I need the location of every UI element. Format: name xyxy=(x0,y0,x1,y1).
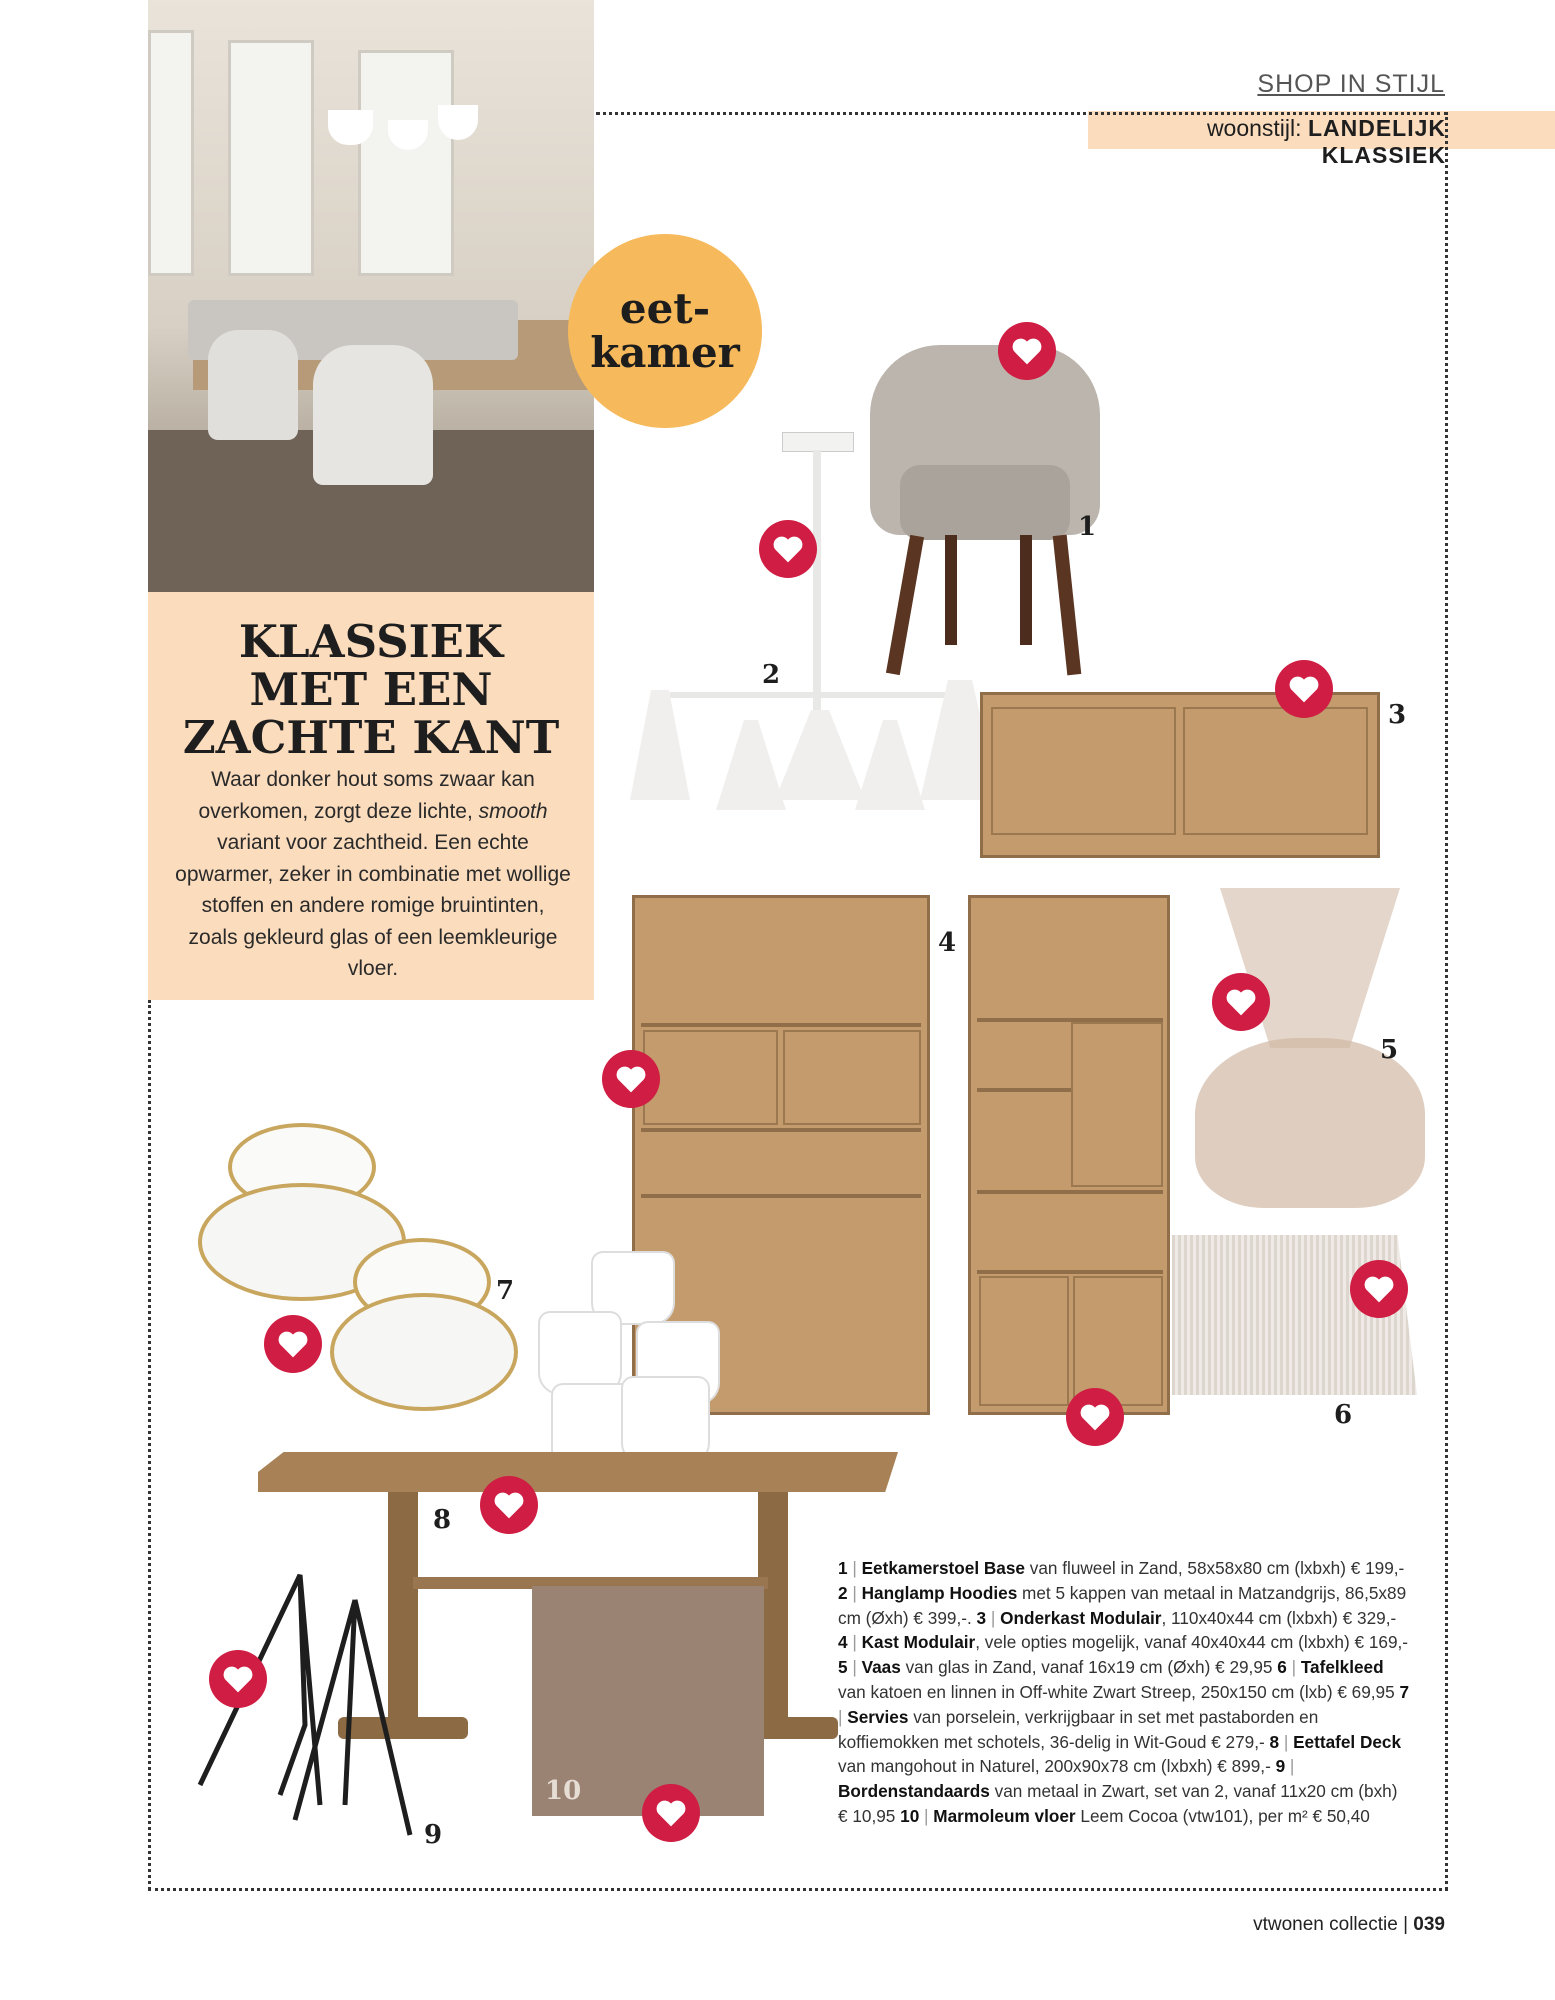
headline xyxy=(148,615,594,764)
heart-icon xyxy=(655,1798,687,1828)
favorite-button-sideboard[interactable] xyxy=(1275,660,1333,718)
number-8: 8 xyxy=(433,1505,452,1535)
entry-number: 2 xyxy=(838,1582,848,1603)
entry-desc: met 5 kappen van metaal in Matzandgrijs, 86,5x89 cm (Øxh) € 399,-. xyxy=(838,1582,1407,1628)
entry-desc: Leem Cocoa (vtw101), per m² € 50,40 xyxy=(1080,1805,1370,1826)
product-entry: 3 | Onderkast Modulair, 110x40x44 cm (lxbxh) € 329,- xyxy=(976,1607,1397,1628)
heart-icon xyxy=(1363,1274,1395,1304)
shop-in-stijl-link[interactable]: SHOP IN STIJL xyxy=(1257,70,1445,98)
room-badge xyxy=(568,234,762,428)
favorite-button-lamp[interactable] xyxy=(759,520,817,578)
heart-icon xyxy=(1011,336,1043,366)
dining-room-photo xyxy=(148,0,594,592)
favorite-button-tablecloth[interactable] xyxy=(1350,1260,1408,1318)
frame-right xyxy=(1445,112,1448,1890)
style-name: LANDELIJK KLASSIEK xyxy=(1307,115,1446,168)
product-sideboard[interactable] xyxy=(980,692,1380,858)
page-footer xyxy=(1180,1914,1445,1936)
number-3: 3 xyxy=(1388,700,1407,730)
entry-name: Bordenstandaards xyxy=(838,1781,990,1802)
entry-number: 1 xyxy=(838,1558,848,1578)
product-entry: 9 | Bordenstandaards van metaal in Zwart, set van 2, vanaf 11x20 cm (bxh) € 10,95 xyxy=(838,1756,1398,1826)
favorite-button-chair[interactable] xyxy=(998,322,1056,380)
frame-top xyxy=(596,112,1448,115)
heart-icon xyxy=(1288,674,1320,704)
footer-separator: | xyxy=(1403,1914,1409,1935)
entry-desc: van glas in Zand, vanaf 16x19 cm (Øxh) € 29,95 xyxy=(905,1657,1273,1678)
favorite-button-floor[interactable] xyxy=(642,1784,700,1842)
favorite-button-tableware[interactable] xyxy=(264,1315,322,1373)
heart-icon xyxy=(1225,987,1257,1017)
heart-icon xyxy=(277,1329,309,1359)
entry-name: Hanglamp Hoodies xyxy=(861,1582,1018,1603)
badge-line-1: eet- xyxy=(619,284,711,333)
product-entry: 7 | Servies van porselein, verkrijgbaar in set met pastaborden en koffiemokken met schotels, 36-delig in Wit-Goud € 279,- xyxy=(838,1681,1410,1752)
number-4: 4 xyxy=(938,928,957,958)
favorite-button-cabinet-left[interactable] xyxy=(602,1050,660,1108)
headline-line-3: ZACHTE KANT xyxy=(182,711,560,764)
product-entry: 10 | Marmoleum vloer Leem Cocoa (vtw101), per m² € 50,40 xyxy=(900,1805,1370,1826)
intro-text-emphasis: smooth xyxy=(478,799,548,823)
entry-desc: , 110x40x44 cm (lxbxh) € 329,- xyxy=(1161,1607,1397,1628)
number-5: 5 xyxy=(1380,1035,1399,1065)
product-entry: 8 | Eettafel Deck van mangohout in Naturel, 200x90x78 cm (lxbxh) € 899,- xyxy=(838,1731,1402,1777)
intro-text xyxy=(175,764,571,985)
product-entry: 1 | Eetkamerstoel Base van fluweel in Zand, 58x58x80 cm (lxbxh) € 199,- xyxy=(838,1558,1405,1578)
headline-line-2: MET EEN xyxy=(249,663,493,716)
product-tableware[interactable] xyxy=(198,1123,743,1473)
entry-desc: van porselein, verkrijgbaar in set met pastaborden en koffiemokken met schotels, 36-delig in Wit-Goud € 279,- xyxy=(838,1706,1319,1752)
frame-bottom xyxy=(148,1888,1448,1891)
entry-desc: van fluweel in Zand, 58x58x80 cm (lxbxh) € 199,- xyxy=(1029,1558,1405,1578)
entry-desc: , vele opties mogelijk, vanaf 40x40x44 cm (lxbxh) € 169,- xyxy=(975,1632,1409,1653)
number-1: 1 xyxy=(1078,512,1097,542)
entry-name: Eetkamerstoel Base xyxy=(861,1558,1025,1578)
entry-desc: van katoen en linnen in Off-white Zwart Streep, 250x150 cm (lxb) € 69,95 xyxy=(838,1681,1395,1702)
style-prefix: woonstijl: xyxy=(1206,115,1302,141)
heart-icon xyxy=(615,1064,647,1094)
product-entry: 5 | Vaas van glas in Zand, vanaf 16x19 cm (Øxh) € 29,95 xyxy=(838,1657,1273,1678)
product-entry: 4 | Kast Modulair, vele opties mogelijk, vanaf 40x40x44 cm (lxbxh) € 169,- xyxy=(838,1632,1409,1653)
entry-number: 3 xyxy=(976,1607,987,1628)
entry-number: 5 xyxy=(838,1657,848,1678)
entry-name: Servies xyxy=(847,1706,909,1727)
entry-number: 9 xyxy=(1275,1756,1286,1777)
number-10: 10 xyxy=(545,1776,582,1806)
entry-name: Eettafel Deck xyxy=(1293,1731,1402,1752)
favorite-button-plate-stands[interactable] xyxy=(209,1650,267,1708)
heart-icon xyxy=(222,1664,254,1694)
product-plate-stands[interactable] xyxy=(195,1565,465,1855)
product-list xyxy=(838,1556,1410,1829)
product-lamp[interactable] xyxy=(630,420,1010,820)
entry-desc: van metaal in Zwart, set van 2, vanaf 11x20 cm (bxh) € 10,95 xyxy=(838,1781,1398,1826)
entry-name: Onderkast Modulair xyxy=(1000,1607,1162,1628)
number-9: 9 xyxy=(424,1820,443,1850)
badge-line-2: kamer xyxy=(590,328,740,377)
heart-icon xyxy=(493,1490,525,1520)
heart-icon xyxy=(772,534,804,564)
headline-line-1: KLASSIEK xyxy=(238,615,504,668)
entry-name: Kast Modulair xyxy=(861,1632,976,1653)
entry-name: Marmoleum vloer xyxy=(933,1805,1076,1826)
footer-brand: vtwonen collectie xyxy=(1253,1914,1398,1935)
favorite-button-table[interactable] xyxy=(480,1476,538,1534)
entry-number: 8 xyxy=(1269,1731,1280,1752)
number-7: 7 xyxy=(496,1276,515,1306)
heart-icon xyxy=(1079,1402,1111,1432)
number-2: 2 xyxy=(762,660,781,690)
product-entry: 2 | Hanglamp Hoodies met 5 kappen van metaal in Matzandgrijs, 86,5x89 cm (Øxh) € 399,-. xyxy=(838,1582,1407,1628)
favorite-button-cabinet-right[interactable] xyxy=(1066,1388,1124,1446)
entry-name: Vaas xyxy=(861,1657,901,1678)
entry-name: Tafelkleed xyxy=(1300,1657,1384,1678)
page-number: 039 xyxy=(1413,1914,1445,1935)
entry-number: 4 xyxy=(838,1632,848,1653)
intro-text-part-1: Waar donker hout soms zwaar kan overkomen, zorgt deze lichte, xyxy=(198,768,535,823)
entry-number: 7 xyxy=(1399,1681,1410,1702)
product-entry: 6 | Tafelkleed van katoen en linnen in Off-white Zwart Streep, 250x150 cm (lxb) € 69,95 xyxy=(838,1657,1395,1702)
number-6: 6 xyxy=(1334,1400,1353,1430)
style-label xyxy=(1088,115,1446,169)
entry-desc: van mangohout in Naturel, 200x90x78 cm (lxbxh) € 899,- xyxy=(838,1756,1271,1777)
entry-number: 6 xyxy=(1277,1657,1287,1678)
entry-number: 10 xyxy=(900,1805,920,1826)
frame-left xyxy=(148,1000,151,1890)
intro-text-part-2: variant voor zachtheid. Een echte opwarmer, zeker in combinatie met wollige stoffen en andere romige bruintinten, zoals gekleurd glas of een leemkleurige vloer. xyxy=(175,831,571,980)
product-cabinet-right[interactable] xyxy=(968,895,1170,1415)
favorite-button-vase[interactable] xyxy=(1212,973,1270,1031)
